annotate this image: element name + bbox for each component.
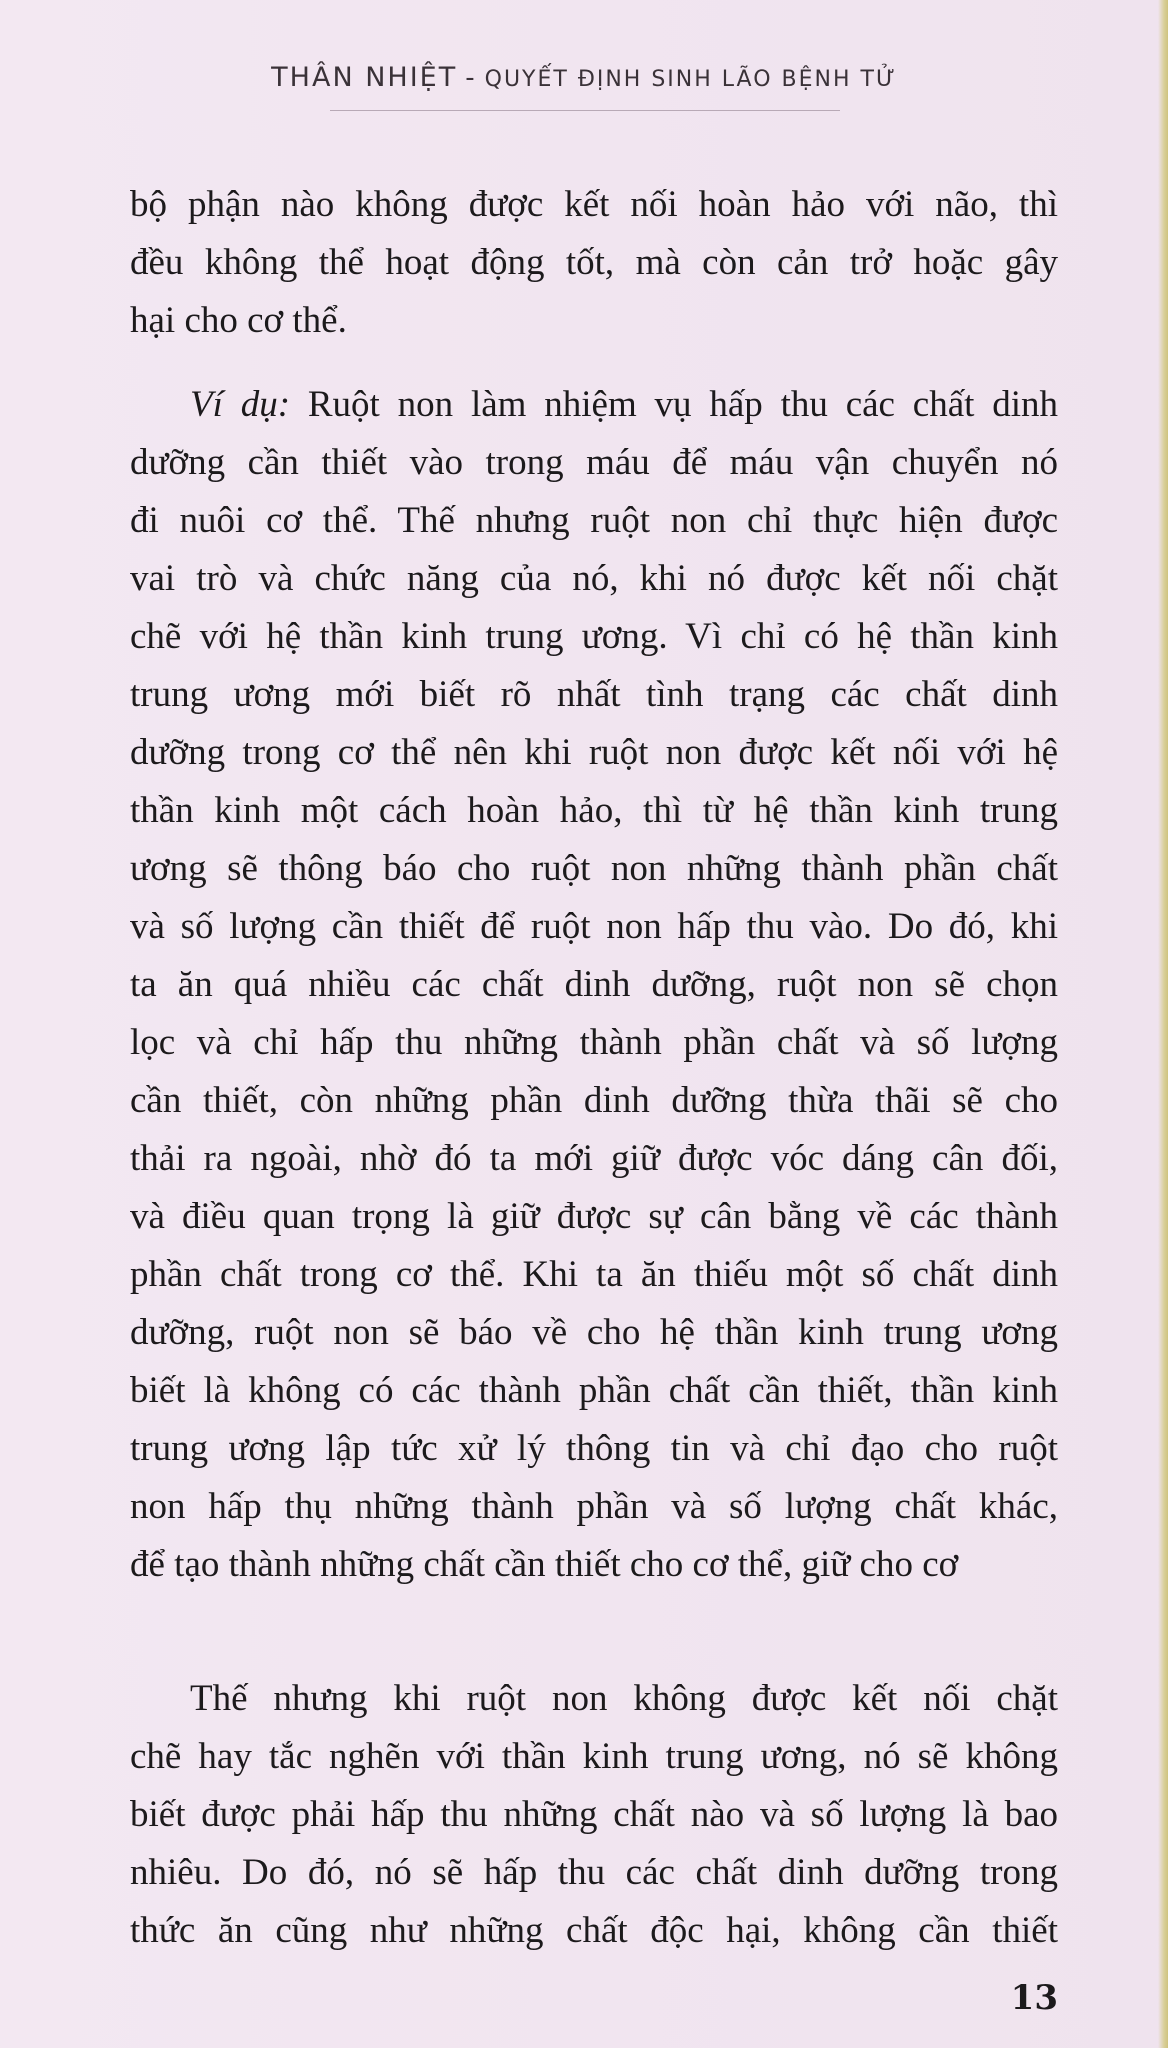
text-line <box>130 376 1058 434</box>
page-edge <box>1158 0 1168 2048</box>
example-label: Ví dụ: <box>190 384 291 425</box>
header-separator: - <box>465 63 477 93</box>
text-line: ương sẽ thông báo cho ruột non những thành phần chất <box>130 848 1058 889</box>
text-line: thần kinh một cách hoàn hảo, thì từ hệ thần kinh trung <box>130 790 1058 831</box>
text-line: Thế nhưng khi ruột non không được kết nối chặt <box>190 1678 1058 1719</box>
text-line: dưỡng trong cơ thể nên khi ruột non được kết nối với hệ <box>130 732 1058 773</box>
text-line-rest: Ruột non làm nhiệm vụ hấp thu các chất dinh <box>290 384 1059 425</box>
text-line: non hấp thụ những thành phần và số lượng chất khác, <box>130 1486 1058 1527</box>
text-line: thải ra ngoài, nhờ đó ta mới giữ được vóc dáng cân đối, <box>130 1138 1058 1179</box>
text-line: đều không thể hoạt động tốt, mà còn cản trở hoặc gây <box>130 242 1058 283</box>
text-line: vai trò và chức năng của nó, khi nó được kết nối chặt <box>130 558 1058 599</box>
text-line: hại cho cơ thể. <box>130 300 347 341</box>
running-header <box>0 62 1168 93</box>
text-line: biết là không có các thành phần chất cần thiết, thần kinh <box>130 1370 1058 1411</box>
text-line: chẽ với hệ thần kinh trung ương. Vì chỉ có hệ thần kinh <box>130 616 1058 657</box>
text-line: lọc và chỉ hấp thu những thành phần chất và số lượng <box>130 1022 1058 1063</box>
text-line: trung ương mới biết rõ nhất tình trạng các chất dinh <box>130 674 1058 715</box>
header-rule <box>330 110 840 111</box>
text-line: ta ăn quá nhiều các chất dinh dưỡng, ruột non sẽ chọn <box>130 964 1058 1005</box>
paragraph-2 <box>130 376 1058 1594</box>
text-line: để tạo thành những chất cần thiết cho cơ thể, giữ cho cơ <box>130 1544 959 1585</box>
paragraph-3 <box>130 1670 1058 1960</box>
text-line: cần thiết, còn những phần dinh dưỡng thừa thãi sẽ cho <box>130 1080 1058 1121</box>
text-line: nhiêu. Do đó, nó sẽ hấp thu các chất dinh dưỡng trong <box>130 1852 1058 1893</box>
text-line: biết được phải hấp thu những chất nào và số lượng là bao <box>130 1794 1058 1835</box>
page-number: 13 <box>1010 1978 1058 2018</box>
text-line: đi nuôi cơ thể. Thế nhưng ruột non chỉ thực hiện được <box>130 500 1058 541</box>
text-line: và số lượng cần thiết để ruột non hấp thu vào. Do đó, khi <box>130 906 1058 947</box>
text-line: chẽ hay tắc nghẽn với thần kinh trung ương, nó sẽ không <box>130 1736 1058 1777</box>
text-line: thức ăn cũng như những chất độc hại, không cần thiết <box>130 1910 1058 1951</box>
text-line: bộ phận nào không được kết nối hoàn hảo với não, thì <box>130 184 1058 225</box>
header-subtitle: QUYẾT ĐỊNH SINH LÃO BỆNH TỬ <box>484 67 897 92</box>
header-title: THÂN NHIỆT <box>271 62 458 93</box>
text-line: phần chất trong cơ thể. Khi ta ăn thiếu một số chất dinh <box>130 1254 1058 1295</box>
paragraph-1 <box>130 176 1058 350</box>
text-line: dưỡng, ruột non sẽ báo về cho hệ thần kinh trung ương <box>130 1312 1058 1353</box>
text-line: trung ương lập tức xử lý thông tin và chỉ đạo cho ruột <box>130 1428 1058 1469</box>
text-line: dưỡng cần thiết vào trong máu để máu vận chuyển nó <box>130 442 1058 483</box>
text-line: và điều quan trọng là giữ được sự cân bằng về các thành <box>130 1196 1058 1237</box>
